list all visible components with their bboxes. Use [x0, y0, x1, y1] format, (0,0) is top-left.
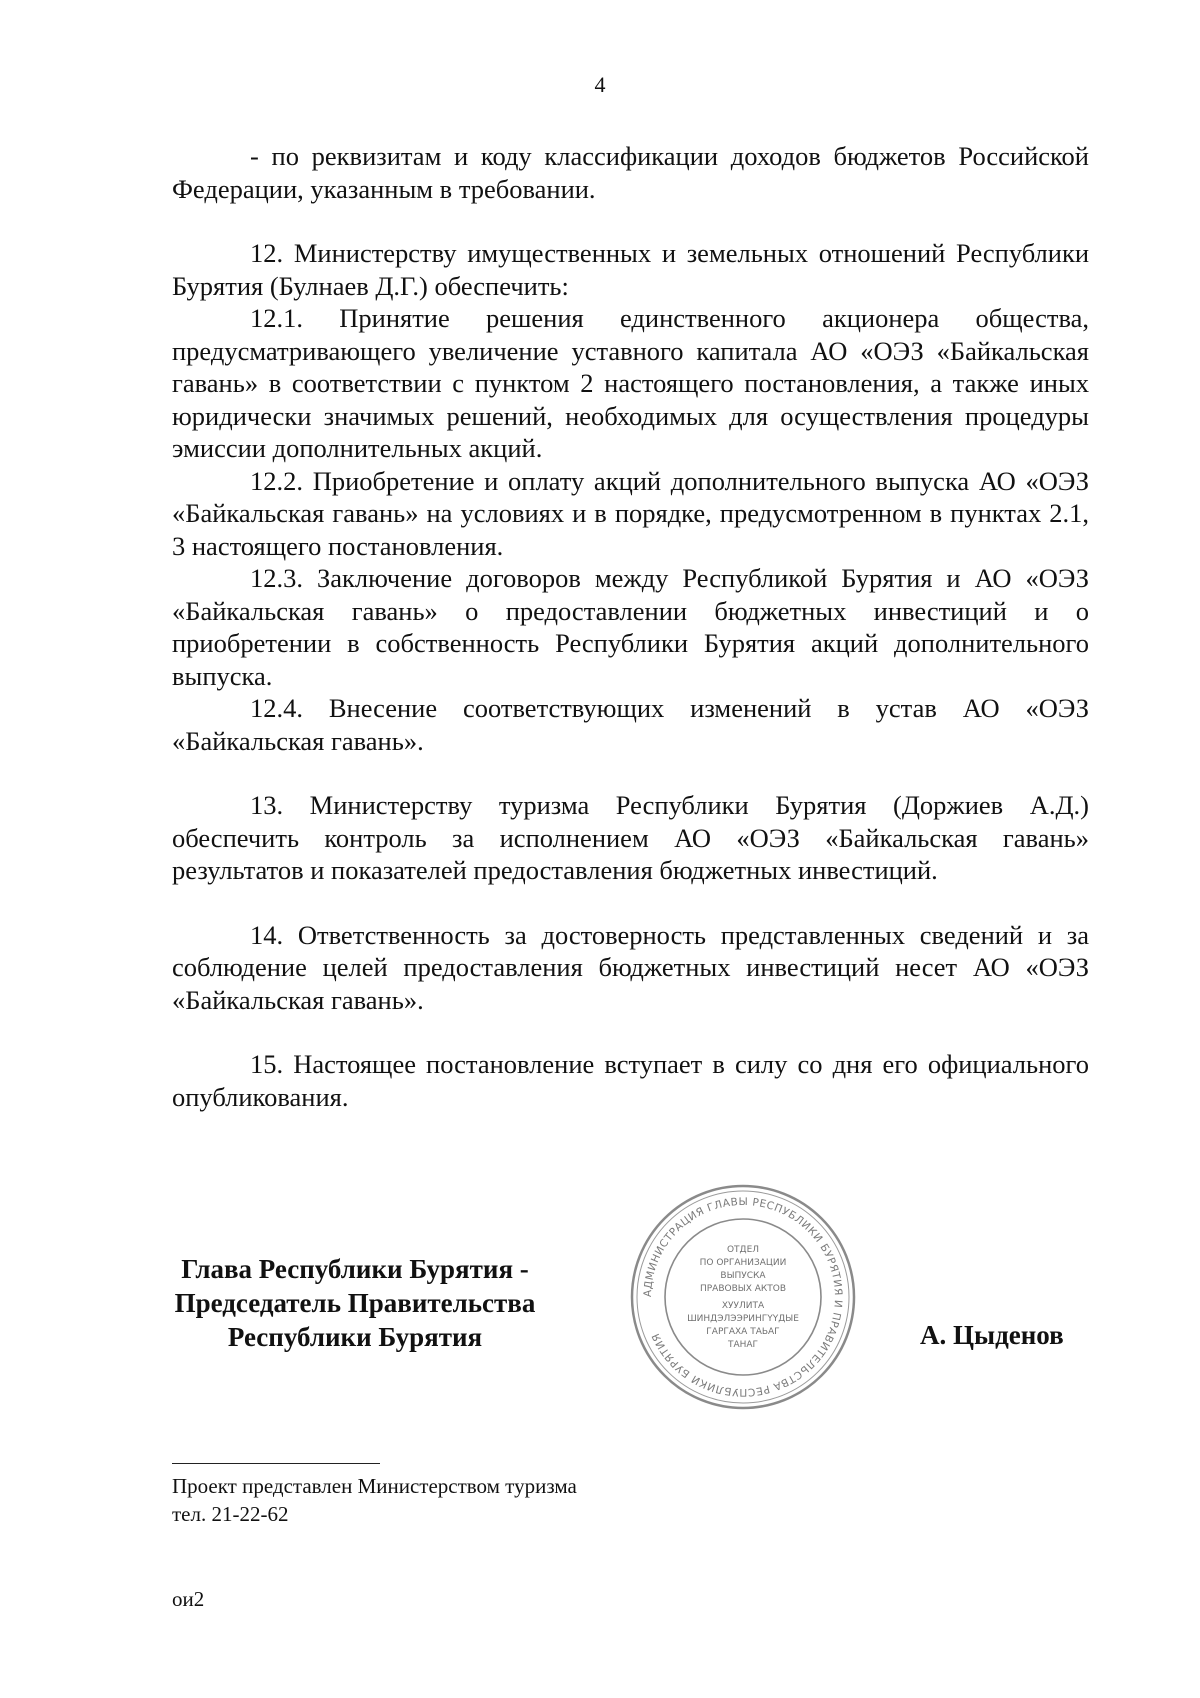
signature-title-line: Республики Бурятия: [227, 1322, 483, 1352]
paragraph-12: 12. Министерству имущественных и земельных отношений Республики Бурятия (Булнаев Д.Г.) обеспечить:: [172, 238, 1089, 301]
seal-center-line: ГАРГАХА ТАЬАГ: [706, 1327, 780, 1337]
seal-center-line: ТАНАГ: [727, 1340, 759, 1350]
footnote-phone: тел. 21-22-62: [172, 1502, 289, 1526]
seal-ring-text: АДМИНИСТРАЦИЯ ГЛАВЫ РЕСПУБЛИКИ БУРЯТИЯ И ПРАВИТЕЛЬСТВА РЕСПУБЛИКИ БУРЯТИЯ: [641, 1195, 845, 1399]
document-code-mark: ои2: [172, 1587, 205, 1611]
paragraph-12-2: 12.2. Приобретение и оплату акций дополнительного выпуска АО «ОЭЗ «Байкальская гавань» на условиях и в порядке, предусмотренном в пунктах 2.1, 3 настоящего постановления.: [172, 465, 1089, 561]
paragraph-12-1: 12.1. Принятие решения единственного акционера общества, предусматривающего увеличение уставного капитала АО «ОЭЗ «Байкальская гавань» в соответствии с пунктом 2 настоящего постановления, а также иных юридически значимых решений, необходимых для осуществления процедуры эмиссии дополнительных акций.: [172, 303, 1089, 463]
paragraph-requisites: - по реквизитам и коду классификации доходов бюджетов Российской Федерации, указанным в требовании.: [172, 141, 1089, 204]
seal-center-line: ОТДЕЛ: [726, 1245, 760, 1255]
signatory-name: А. Цыденов: [920, 1320, 1064, 1350]
page-number: 4: [594, 72, 606, 97]
seal-center-line: ВЫПУСКА: [720, 1271, 766, 1281]
seal-outer-ring-inner: [637, 1191, 849, 1403]
seal-inner-ring: [665, 1219, 821, 1375]
seal-center-line: ШИНДЭЛЭЭРИНГҮҮДЫЕ: [687, 1314, 799, 1324]
signature-title: [160, 1252, 550, 1354]
footnote: [172, 1472, 577, 1528]
seal-center-text: [687, 1245, 799, 1350]
paragraph-12-3: 12.3. Заключение договоров между Республикой Бурятия и АО «ОЭЗ «Байкальская гавань» о предоставлении бюджетных инвестиций и о приобретении в собственность Республики Бурятия акций дополнительного выпуска.: [172, 563, 1089, 691]
document-body: [172, 140, 1089, 1113]
official-seal: [628, 1182, 858, 1412]
seal-center-line: ПО ОРГАНИЗАЦИИ: [699, 1258, 787, 1268]
paragraph-14: 14. Ответственность за достоверность представленных сведений и за соблюдение целей предоставления бюджетных инвестиций несет АО «ОЭЗ «Байкальская гавань».: [172, 919, 1089, 1015]
paragraph-15: 15. Настоящее постановление вступает в силу со дня его официального опубликования.: [172, 1049, 1089, 1112]
signature-title-line: Глава Республики Бурятия -: [181, 1254, 529, 1284]
signature-title-line: Председатель Правительства: [174, 1288, 536, 1318]
footnote-presented-by: Проект представлен Министерством туризма: [172, 1474, 577, 1498]
paragraph-13: 13. Министерству туризма Республики Бурятия (Доржиев А.Д.) обеспечить контроль за исполнением АО «ОЭЗ «Байкальская гавань» результатов и показателей предоставления бюджетных инвестиций.: [172, 790, 1089, 885]
seal-center-line: ПРАВОВЫХ АКТОВ: [699, 1284, 787, 1294]
seal-center-line: ХУУЛИТА: [721, 1301, 765, 1311]
paragraph-12-4: 12.4. Внесение соответствующих изменений в устав АО «ОЭЗ «Байкальская гавань».: [172, 693, 1089, 756]
footnote-divider: [172, 1463, 380, 1464]
